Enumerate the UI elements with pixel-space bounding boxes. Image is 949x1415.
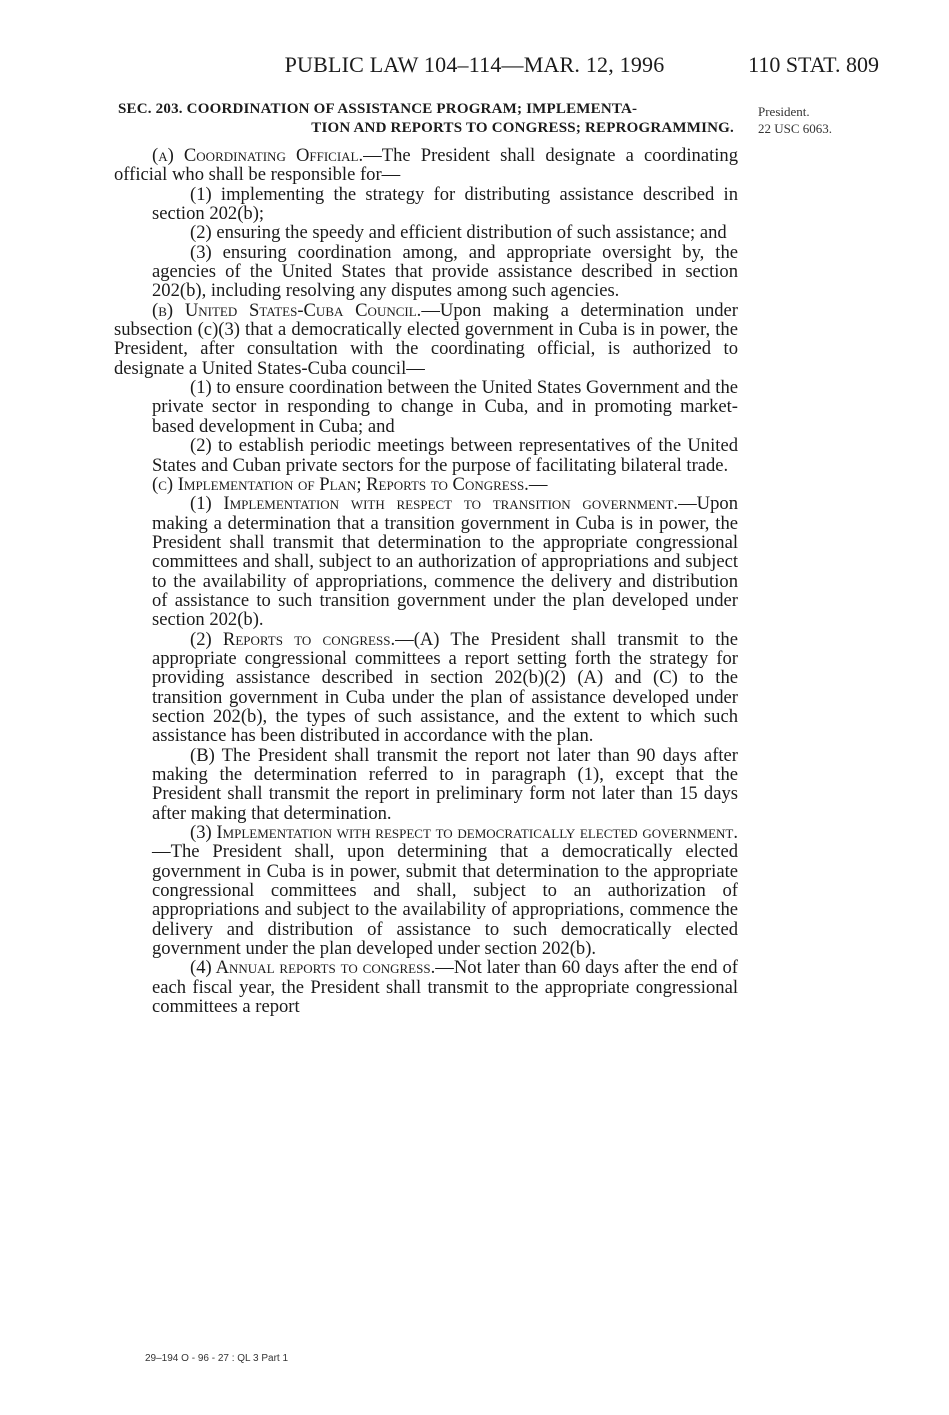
margin-note <box>758 103 832 137</box>
paragraph-a3: (3) ensuring coordination among, and appropriate oversight by, the agencies of the United States that provide assistance described in section 202(b), including resolving any disputes among such agencies. <box>152 241 738 302</box>
paragraph-b2: (2) to establish periodic meetings between representatives of the United States and Cuban private sectors for the purpose of facilitating bilateral trade. <box>152 435 738 476</box>
paragraph-b1: (1) to ensure coordination between the United States Government and the private sector in responding to change in Cuba, and in promoting market-based development in Cuba; and <box>152 377 738 437</box>
paragraph-c3 <box>114 823 738 958</box>
statute-page-number: 110 STAT. 809 <box>748 52 879 77</box>
paragraph-c2 <box>114 630 738 746</box>
running-head-title: PUBLIC LAW 104–114—MAR. 12, 1996 <box>284 52 665 77</box>
document-body <box>114 146 738 1016</box>
paragraph-c-heading: (c) Implementation of Plan; Reports to Congress.— <box>152 473 548 495</box>
paragraph-c3-heading: (3) Implementation with respect to democratically elected government. <box>190 822 738 844</box>
paragraph-c2-heading: (2) Reports to congress. <box>190 628 396 650</box>
paragraph-c <box>114 475 738 494</box>
paragraph-a-text: —The President shall designate a coordinating official who shall be responsible for— <box>114 145 738 186</box>
paragraph-c4-text: —Not later than 60 days after the end of each fiscal year, the President shall transmit to the appropriate congressional committees a report <box>152 957 738 1018</box>
paragraph-c4-heading: (4) Annual reports to congress. <box>190 957 436 979</box>
margin-note-president: President. <box>758 104 810 119</box>
section-heading <box>118 100 738 138</box>
section-heading-line1: SEC. 203. COORDINATION OF ASSISTANCE PROGRAM; IMPLEMENTA- <box>118 101 638 117</box>
paragraph-a-heading: (a) Coordinating Official. <box>152 145 364 166</box>
print-code-footer: 29–194 O - 96 - 27 : QL 3 Part 1 <box>145 1353 289 1364</box>
paragraph-c1-text: —Upon making a determination that a transition government in Cuba is in power, the President shall transmit that determination to the appropriate congressional committees and shall, subject to an authorization of appropriations and subject to the availability of appropriations, commence the delivery and distribution of assistance to such transition government under the plan developed under section 202(b). <box>152 493 738 631</box>
margin-note-usc-citation: 22 USC 6063. <box>758 121 833 136</box>
paragraph-c2-text: —(A) The President shall transmit to the appropriate congressional committees a report setting forth the strategy for providing assistance described in section 202(b)(2) (A) and (C) to the transition government in Cuba under the plan of assistance developed under section 202(b), the types of such assistance, and the extent to which such assistance has been distributed in accordance with the plan. <box>152 628 738 747</box>
paragraph-c3-text: —The President shall, upon determining that a democratically elected government in Cuba is in power, submit that determination to the appropriate congressional committees and shall, subject to an authorization of appropriations and subject to the availability of appropriations, commence the delivery and distribution of assistance to such democratically elected government under the plan developed under section 202(b). <box>152 841 738 960</box>
paragraph-a <box>114 146 738 185</box>
paragraph-b <box>114 301 738 378</box>
section-heading-line2: TION AND REPORTS TO CONGRESS; REPROGRAMMING. <box>311 120 734 136</box>
paragraph-c4 <box>114 958 738 1016</box>
paragraph-b-text: —Upon making a determination under subsection (c)(3) that a democratically elected government in Cuba is in power, the President, after consultation with the coordinating official, is authorized to designate a United States-Cuba council— <box>114 299 738 379</box>
paragraph-c1-heading: (1) Implementation with respect to transition government. <box>190 493 679 515</box>
paragraph-c1 <box>114 494 738 629</box>
paragraph-c2b: (B) The President shall transmit the report not later than 90 days after making the determination referred to in paragraph (1), except that the President shall transmit the report in preliminary form not later than 15 days after making that determination. <box>152 744 738 824</box>
paragraph-a1: (1) implementing the strategy for distributing assistance described in section 202(b); <box>152 183 738 225</box>
paragraph-a2: (2) ensuring the speedy and efficient distribution of such assistance; and <box>190 222 727 244</box>
paragraph-b-heading: (b) United States-Cuba Council. <box>152 299 422 321</box>
